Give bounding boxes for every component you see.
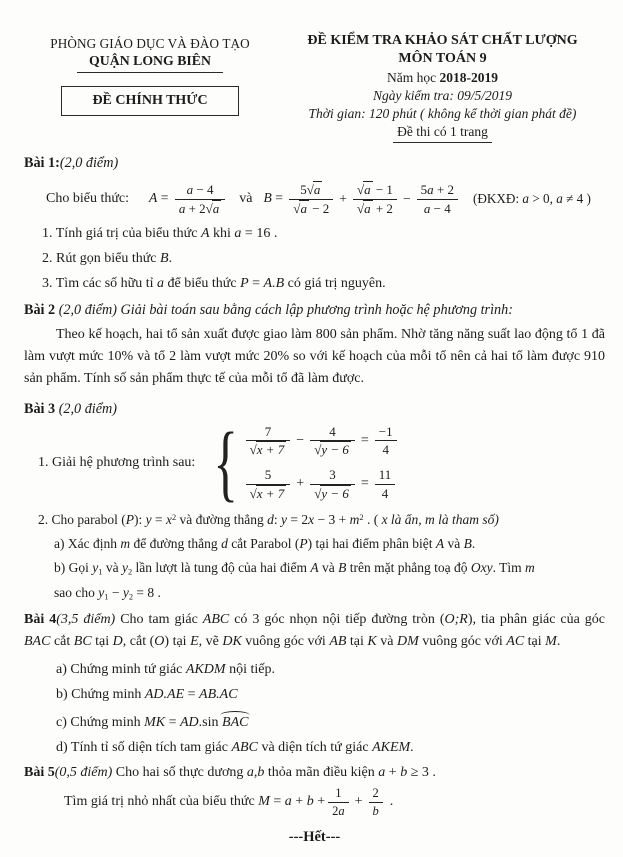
bai1-item-2: 2. Rút gọn biểu thức B. bbox=[42, 250, 173, 266]
fraction-numerator: 1 bbox=[328, 786, 349, 803]
exam-body bbox=[24, 155, 605, 845]
official-exam-box: ĐỀ CHÍNH THỨC bbox=[61, 86, 238, 116]
header-left-block bbox=[24, 32, 276, 143]
bai4-item-a: a) Chứng minh tứ giác AKDM nội tiếp. bbox=[56, 661, 275, 677]
fraction bbox=[375, 467, 396, 501]
fraction-numerator: −1 bbox=[375, 424, 397, 442]
plus-operator: + bbox=[296, 476, 305, 492]
bai3-item-2a: a) Xác định m để đường thẳng d cắt Parabol (P) tại hai điểm phân biệt A và B. bbox=[54, 536, 476, 552]
bai3-heading: Bài 3 (2,0 điểm) bbox=[24, 400, 117, 417]
fraction bbox=[310, 424, 355, 458]
header-right-block bbox=[276, 32, 605, 143]
fraction-numerator: 5a + 2 bbox=[417, 182, 458, 200]
footer-end-marker: ---Hết--- bbox=[288, 828, 341, 845]
bai1-heading: Bài 1:(2,0 điểm) bbox=[24, 155, 119, 172]
bai4-statement: Bài 4(3,5 điểm) Cho tam giác ABC có 3 góc nhọn nội tiếp đường tròn (O;R), tia phân giác của góc BAC cắt BC tại D, cắt (O) tại E, vẽ DK vuông góc với AB tại K và DM vuông góc với AC tại M. bbox=[24, 612, 606, 650]
fraction-denominator: 2a bbox=[332, 803, 345, 818]
page-count bbox=[280, 124, 605, 143]
formula-B-lhs: B = bbox=[263, 190, 287, 206]
fraction-numerator: 3 bbox=[310, 467, 355, 485]
bai1-intro-label: Cho biểu thức: bbox=[46, 191, 130, 207]
fraction-numerator: √a − 1 bbox=[353, 182, 397, 200]
fraction-denominator: 4 bbox=[382, 442, 389, 458]
bai3-item-2b-continued: sao cho $y_1 - y_2 = 8$ . bbox=[54, 584, 161, 602]
bai2-paragraph: Theo kế hoạch, hai tổ sản xuất được giao làm 800 sản phẩm. Nhờ tăng năng suất lao động tổ 1 đã làm vượt mức 10% và tổ 2 làm vượt mức 20% so với kế hoạch của mỗi tổ nên cả hai tổ làm được 910 sản phẩm. Tính số sản phẩm thực tế của mỗi tổ đã làm được. bbox=[24, 326, 605, 387]
equation-system bbox=[205, 413, 399, 510]
fraction-numerator: a − 4 bbox=[175, 182, 225, 200]
fraction-numerator: 5 bbox=[246, 467, 291, 485]
fraction-numerator: 2 bbox=[369, 786, 383, 803]
fraction-denominator: √y − 6 bbox=[314, 442, 349, 458]
equals-sign: = bbox=[360, 476, 369, 492]
fraction-denominator: a + 2√a bbox=[178, 200, 220, 216]
fraction-denominator: 4 bbox=[381, 485, 389, 501]
bai3-item-1-label: 1. Giải hệ phương trình sau: bbox=[38, 454, 196, 470]
bai5-expression bbox=[64, 786, 605, 819]
fraction-denominator: √a − 2 bbox=[293, 200, 330, 216]
minus-operator: − bbox=[296, 432, 305, 448]
fraction-numerator: 4 bbox=[310, 424, 355, 442]
fraction-numerator: 11 bbox=[375, 467, 396, 485]
district-name bbox=[24, 53, 276, 73]
formula-B bbox=[264, 182, 461, 216]
fraction bbox=[328, 786, 349, 819]
fraction-denominator: √x + 7 bbox=[249, 485, 285, 501]
section-bai1 bbox=[24, 155, 605, 291]
bai3-item-2b: b) Gọi $y_1$ và $y_2$ lần lượt là tung độ của hai điểm A và B trên mặt phẳng toạ độ Oxy. Tìm m bbox=[54, 560, 535, 577]
and-label: và bbox=[239, 191, 253, 207]
system-rows bbox=[243, 424, 400, 501]
fraction bbox=[375, 424, 397, 458]
exam-subject: MÔN TOÁN 9 bbox=[398, 51, 487, 67]
formula-A-lhs: A = bbox=[149, 190, 172, 206]
fraction bbox=[246, 424, 291, 458]
bai4-item-b: b) Chứng minh AD.AE = AB.AC bbox=[56, 686, 238, 702]
bai4-item-c: c) Chứng minh MK = AD.sin BAC bbox=[56, 714, 249, 730]
plus-operator: + bbox=[354, 794, 363, 810]
exam-title: ĐỀ KIỂM TRA KHẢO SÁT CHẤT LƯỢNG bbox=[307, 33, 578, 48]
plus-operator: + bbox=[339, 190, 347, 206]
bai1-formula-row bbox=[46, 182, 605, 216]
department-name: PHÒNG GIÁO DỤC VÀ ĐÀO TẠO bbox=[50, 36, 250, 51]
school-year: Năm học 2018-2019 bbox=[387, 70, 498, 86]
fraction-numerator: 7 bbox=[246, 424, 291, 442]
fraction-denominator: b bbox=[372, 803, 379, 818]
official-exam-box-wrap bbox=[24, 73, 276, 116]
header bbox=[24, 32, 605, 143]
bai1-item-3: 3. Tìm các số hữu tỉ a để biểu thức P = A.B có giá trị nguyên. bbox=[42, 275, 386, 291]
minus-operator: − bbox=[402, 190, 411, 206]
fraction bbox=[310, 467, 355, 501]
bai1-condition: (ĐKXĐ: a > 0, a ≠ 4 ) bbox=[472, 191, 591, 207]
bai2-heading: Bài 2 (2,0 điểm) Giải bài toán sau bằng cách lập phương trình hoặc hệ phương trình: bbox=[24, 301, 513, 318]
fraction bbox=[353, 182, 397, 216]
fraction-denominator: √x + 7 bbox=[249, 442, 285, 458]
fraction bbox=[369, 786, 383, 819]
system-brace: { bbox=[213, 413, 239, 510]
bai1-item-1: 1. Tính giá trị của biểu thức A khi a = 16 . bbox=[42, 225, 278, 241]
fraction bbox=[246, 467, 291, 501]
exam-date: Ngày kiểm tra: 09/5/2019 bbox=[372, 88, 513, 104]
bai5-expression-prefix: Tìm giá trị nhỏ nhất của biểu thức M = a + b + bbox=[64, 794, 326, 810]
formula-A bbox=[149, 182, 228, 216]
bai3-item-1 bbox=[38, 413, 605, 510]
fraction-numerator: 5√a bbox=[289, 182, 333, 200]
fraction-denominator: √y − 6 bbox=[314, 485, 349, 501]
system-equation-2 bbox=[243, 467, 400, 501]
fraction bbox=[175, 182, 225, 216]
equals-sign: = bbox=[360, 432, 369, 448]
fraction bbox=[417, 182, 458, 216]
bai5-statement: Bài 5(0,5 điểm) Cho hai số thực dương a,b thỏa mãn điều kiện a + b ≥ 3 . bbox=[24, 764, 436, 780]
sentence-period: . bbox=[389, 794, 394, 810]
section-bai3 bbox=[24, 401, 605, 602]
fraction-denominator: √a + 2 bbox=[356, 200, 393, 216]
system-equation-1 bbox=[243, 424, 400, 458]
section-bai4 bbox=[24, 609, 605, 755]
district-name-text: QUẬN LONG BIÊN bbox=[77, 53, 223, 73]
fraction bbox=[289, 182, 333, 216]
bai4-item-d: d) Tính tỉ số diện tích tam giác ABC và diện tích tứ giác AKEM. bbox=[56, 739, 414, 755]
section-bai2 bbox=[24, 302, 605, 391]
bai3-item-2: 2. Cho parabol (P): $y = x^2$ và đường thẳng d: $y = 2x - 3 + m^2$ . ( x là ẩn, m là tham số) bbox=[38, 512, 499, 528]
fraction-denominator: a − 4 bbox=[423, 200, 451, 216]
page-count-text: Đề thi có 1 trang bbox=[393, 124, 492, 143]
exam-duration: Thời gian: 120 phút ( không kể thời gian phát đề) bbox=[308, 106, 577, 122]
section-bai5 bbox=[24, 765, 605, 819]
